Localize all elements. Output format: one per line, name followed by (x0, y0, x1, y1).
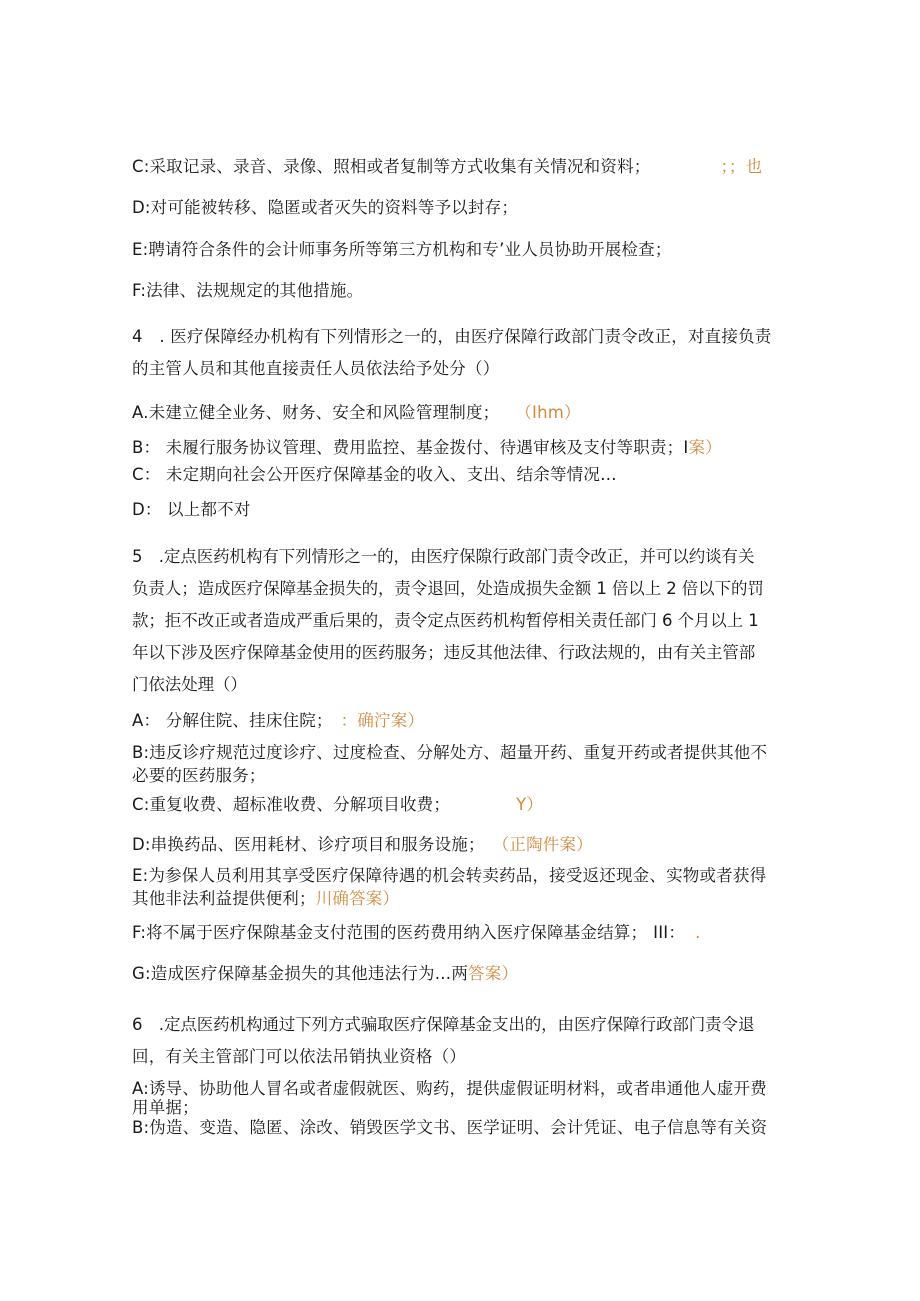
q5-stem-line-4-text: 年以下涉及医疗保障基金使用的医药服务；违反其他法律、行政法规的，由有关主管部 (132, 643, 756, 662)
q4-stem-line-2-text: 的主管人员和其他直接责任人员依法给予处分（） (132, 359, 500, 378)
q5-option-f-text: F:将不属于医疗保隙基金支付范围的医药费用纳入医疗保障基金结算； (132, 923, 648, 942)
q5-option-g-annotation: 答案） (468, 964, 519, 983)
q3-option-f-text: F:法律、法规规定的其他措施。 (132, 281, 364, 300)
q4-option-d (132, 498, 251, 522)
q4-stem-line-2 (132, 357, 499, 381)
q3-option-f (132, 279, 363, 303)
q5-stem-line-3 (132, 609, 759, 633)
q5-option-f-annotation: . (695, 923, 701, 942)
q5-option-c (132, 793, 543, 817)
q4-option-d-text: D： 以上都不对 (132, 500, 251, 519)
q5-option-b-line-1 (132, 741, 767, 765)
q5-option-a-annotation: ：确泞案） (340, 711, 425, 730)
q5-option-d-annotation: （正陶件案） (492, 835, 593, 854)
q3-option-d-text: D:对可能被转移、隐匿或者灭失的资料等予以封存； (132, 198, 519, 217)
q5-stem-line-2 (132, 577, 764, 601)
q3-option-c (132, 155, 762, 179)
q5-stem-line-1-text: 5 .定点医药机构有下列情形之一的，由医疗保隙行政部门责令改正，并可以约谈有关 (132, 547, 755, 566)
q5-option-e-annotation: 川确答案） (315, 889, 400, 908)
q5-option-f-mark: III： (653, 923, 686, 942)
q4-option-a-annotation: （Ihm） (515, 403, 581, 422)
q5-stem-line-4 (132, 641, 755, 665)
q4-option-b-annotation: 案） (688, 438, 722, 457)
q6-option-b-text: B:伪造、变造、隐匿、涂改、销毁医学文书、医学证明、会计凭证、电子信息等有关资 (132, 1118, 768, 1137)
q5-option-c-text: C:重复收费、超标准收费、分解项目收费； (132, 795, 451, 814)
q3-option-c-text: C:采取记录、录音、录像、照相或者复制等方式收集有关情况和资料； (132, 157, 651, 176)
q4-option-b-mark: I (683, 438, 689, 457)
q5-option-b-line-2 (132, 764, 266, 788)
q3-option-e-text: E:聘请符合条件的会计师事务所等第三方机构和专’业人员协助开展检查； (132, 240, 672, 259)
q5-option-e-line-1 (132, 864, 766, 888)
q5-option-d (132, 833, 593, 857)
q5-option-d-text: D:串换药品、医用耗材、诊疗项目和服务设施； (132, 835, 485, 854)
q5-option-e-line-1-text: E:为参保人员利用其享受医疗保障待遇的机会转卖药品，接受返还现金、实物或者获得 (132, 866, 767, 885)
q5-option-c-annotation: Y） (516, 795, 544, 814)
q4-option-b (132, 436, 722, 460)
q4-option-a (132, 401, 581, 425)
q6-stem-line-1 (132, 1013, 754, 1037)
q3-option-e (132, 238, 672, 262)
q5-option-b-line-2-text: 必要的医药服务； (132, 766, 266, 785)
q5-option-a-text: A： 分解住院、挂床住院； (132, 711, 333, 730)
q5-option-f (132, 921, 701, 945)
q5-option-e-line-2 (132, 887, 399, 911)
q5-option-e-line-2-text: 其他非法利益提供便利； (132, 889, 316, 908)
q5-stem-line-5-text: 门依法处理（） (132, 675, 247, 694)
q5-stem-line-1 (132, 545, 754, 569)
q5-stem-line-5 (132, 673, 247, 697)
q6-stem-line-1-text: 6 .定点医药机构通过下列方式骗取医疗保障基金支出的，由医疗保障行政部门责令退 (132, 1015, 755, 1034)
q4-option-c (132, 463, 617, 487)
q6-option-a-line-1 (132, 1077, 767, 1101)
q3-option-d (132, 196, 518, 220)
q5-option-g-text: G:造成医疗保障基金损失的其他违法行为…两 (132, 964, 469, 983)
q6-option-b (132, 1116, 767, 1140)
q5-option-g (132, 962, 518, 986)
q6-option-a-line-1-text: A:诱导、协助他人冒名或者虚假就医、购药，提供虚假证明材料，或者串通他人虚开费 (132, 1079, 767, 1098)
q4-option-a-text: A.未建立健全业务、财务、安全和风险管理制度； (132, 403, 500, 422)
q4-stem-line-1-text: 4 . 医疗保障经办机构有下列情形之一的，由医疗保障行政部门责令改正，对直接负责 (132, 327, 772, 346)
q6-option-a-line-2-text: 用单据； (132, 1098, 199, 1117)
q6-stem-line-2 (132, 1045, 466, 1069)
q5-stem-line-2-text: 负责人；造成医疗保障基金损失的，责令退回，处造成损失金额 1 倍以上 2 倍以下的罚 (132, 579, 764, 598)
q5-option-b-line-1-text: B:违反诊疗规范过度诊疗、过度检查、分解处方、超量开药、重复开药或者提供其他不 (132, 743, 768, 762)
q4-option-b-text: B： 未履行服务协议管理、费用监控、基金拨付、待遇审核及支付等职责； (132, 438, 684, 457)
q4-stem-line-1 (132, 325, 772, 349)
q3-option-c-annotation: ；；也 (720, 157, 763, 176)
q5-option-a (132, 709, 424, 733)
q4-option-c-text: C： 未定期向社会公开医疗保障基金的收入、支出、结余等情况… (132, 465, 617, 484)
q5-stem-line-3-text: 款；拒不改正或者造成严重后果的，责令定点医药机构暂停相关责任部门 6 个月以上 1 (132, 611, 759, 630)
q6-stem-line-2-text: 回，有关主管部门可以依法吊销执业资格（） (132, 1047, 466, 1066)
